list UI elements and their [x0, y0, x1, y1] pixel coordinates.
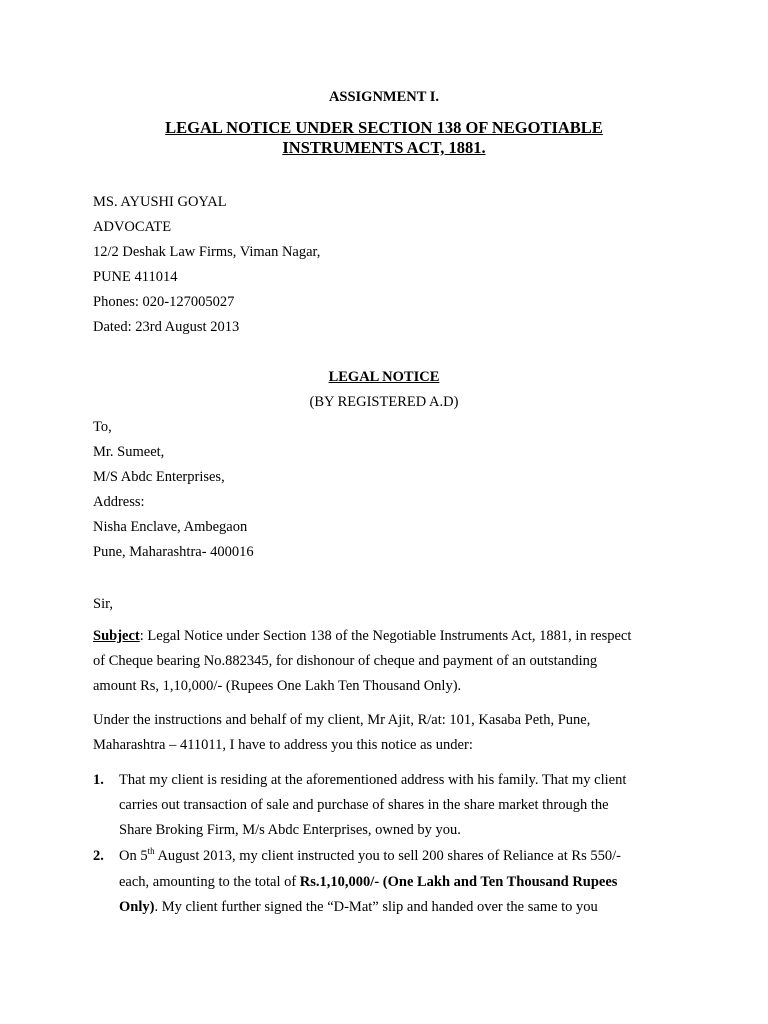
subject-line-1	[93, 627, 631, 645]
sender-city: PUNE 411014	[93, 269, 178, 285]
recipient-address-line-2: Pune, Maharashtra- 400016	[93, 544, 254, 560]
sender-address: 12/2 Deshak Law Firms, Viman Nagar,	[93, 244, 321, 260]
recipient-firm: M/S Abdc Enterprises,	[93, 469, 225, 485]
recipient-to: To,	[93, 419, 112, 435]
subject-label: Subject	[93, 628, 140, 644]
point-2-ordinal-suffix: th	[147, 846, 155, 856]
subject-text: : Legal Notice under Section 138 of the Negotiable Instruments Act, 1881, in respect	[139, 628, 632, 644]
recipient-address-line-1: Nisha Enclave, Ambegaon	[93, 519, 248, 535]
notice-date: Dated: 23rd August 2013	[93, 319, 240, 335]
point-2-line-2	[119, 873, 617, 891]
point-2-amount-end: Only)	[119, 899, 155, 915]
intro-line-2: Maharashtra – 411011, I have to address you this notice as under:	[93, 737, 473, 753]
legal-notice-label: LEGAL NOTICE	[328, 369, 440, 385]
subject-line-2: of Cheque bearing No.882345, for dishonour of cheque and payment of an outstanding	[93, 653, 598, 669]
sender-designation: ADVOCATE	[93, 219, 172, 235]
delivery-mode: (BY REGISTERED A.D)	[309, 394, 459, 410]
point-1-number: 1.	[93, 772, 104, 788]
sender-name: MS. AYUSHI GOYAL	[93, 194, 227, 210]
salutation: Sir,	[93, 596, 113, 612]
point-2-number: 2.	[93, 848, 104, 864]
document-title-line-1: LEGAL NOTICE UNDER SECTION 138 OF NEGOTIABLE	[165, 118, 603, 137]
point-2-line-1	[119, 847, 621, 865]
point-1-line-2: carries out transaction of sale and purchase of shares in the share market through the	[119, 797, 609, 813]
point-2-line-3	[119, 898, 598, 916]
recipient-address-label: Address:	[93, 494, 145, 510]
assignment-heading: ASSIGNMENT I.	[328, 89, 440, 105]
intro-line-1: Under the instructions and behalf of my client, Mr Ajit, R/at: 101, Kasaba Peth, Pune,	[93, 712, 591, 728]
document-title-line-2: INSTRUMENTS ACT, 1881.	[282, 138, 486, 157]
point-2-text-b: August 2013, my client instructed you to sell 200 shares of Reliance at Rs 550/-	[154, 848, 621, 864]
point-2-text-d: . My client further signed the “D-Mat” slip and handed over the same to you	[154, 899, 598, 915]
point-2-text-a: On 5	[119, 848, 148, 864]
sender-phones: Phones: 020-127005027	[93, 294, 235, 310]
point-1-line-1: That my client is residing at the aforementioned address with his family. That my client	[119, 772, 627, 788]
point-1-line-3: Share Broking Firm, M/s Abdc Enterprises, owned by you.	[119, 822, 461, 838]
point-2-amount: Rs.1,10,000/- (One Lakh and Ten Thousand Rupees	[299, 874, 618, 890]
recipient-name: Mr. Sumeet,	[93, 444, 165, 460]
subject-line-3: amount Rs, 1,10,000/- (Rupees One Lakh Ten Thousand Only).	[93, 678, 462, 694]
point-2-text-c: each, amounting to the total of	[119, 874, 300, 890]
